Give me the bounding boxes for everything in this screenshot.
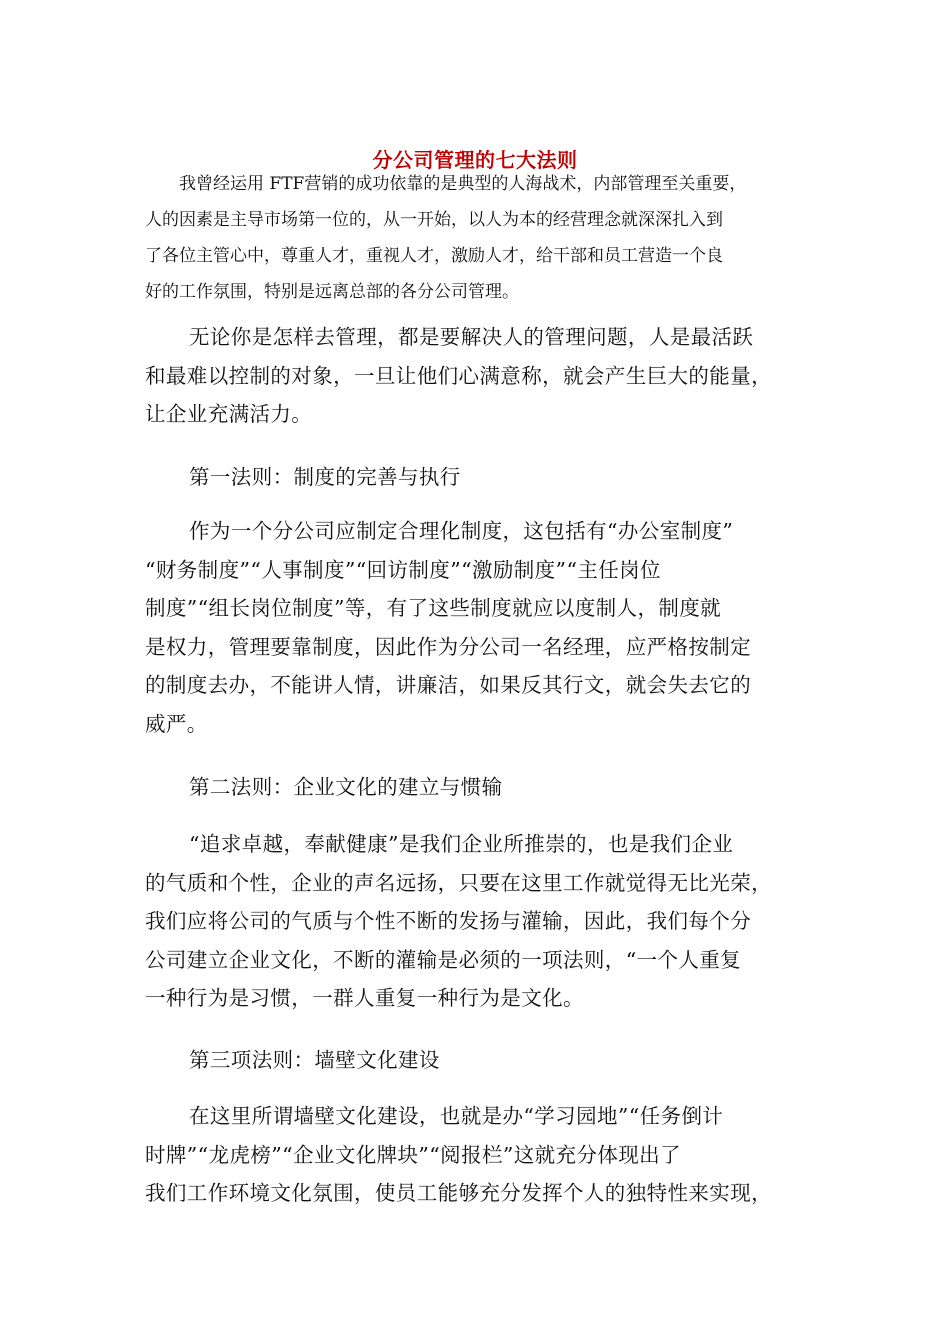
intro-paragraph [145, 166, 805, 310]
paragraph-1 [145, 318, 809, 434]
paragraph-line: “财务制度”“人事制度”“回访制度”“激励制度”“主任岗位 [145, 557, 661, 582]
paragraph-line: 让企业充满活力。 [145, 402, 313, 426]
intro-line: 了各位主管心中，尊重人才，重视人才，激励人才，给干部和员工营造一个良 [145, 246, 723, 266]
paragraph-line: 我们工作环境文化氛围，使员工能够充分发挥个人的独特性来实现， [145, 1181, 772, 1205]
paragraph-line: 和最难以控制的对象，一旦让他们心满意称，就会产生巨大的能量， [145, 363, 772, 388]
section-heading-3: 第三项法则：墙壁文化建设 [189, 1048, 440, 1072]
intro-line: 人的因素是主导市场第一位的，从一开始，以人为本的经营理念就深深扎入到 [145, 210, 723, 230]
paragraph-line: 一种行为是习惯，一群人重复一种行为是文化。 [145, 986, 584, 1010]
paragraph-line: 威严。 [145, 711, 208, 736]
section-heading-1: 第一法则：制度的完善与执行 [189, 465, 461, 489]
paragraph-line: “追求卓越，奉献健康”是我们企业所推崇的，也是我们企业 [189, 832, 734, 856]
paragraph-line: 是权力，管理要靠制度，因此作为分公司一名经理，应严格按制定 [145, 634, 752, 659]
paragraph-line: 的气质和个性，企业的声名远扬，只要在这里工作就觉得无比光荣， [145, 870, 772, 895]
paragraph-line: 的制度去办，不能讲人情，讲廉洁，如果反其行文，就会失去它的 [145, 673, 752, 697]
paragraph-line: 制度”“组长岗位制度”等，有了这些制度就应以度制人，制度就 [145, 596, 722, 620]
intro-line: 我曾经运用 FTF营销的成功依靠的是典型的人海战术，内部管理至关重要， [179, 174, 747, 194]
intro-line: 好的工作氛围，特别是远离总部的各分公司管理。 [145, 282, 519, 302]
section-heading-2: 第二法则：企业文化的建立与惯输 [189, 775, 503, 799]
paragraph-line: 无论你是怎样去管理，都是要解决人的管理问题，人是最活跃 [189, 325, 754, 349]
paragraph-line: 公司建立企业文化，不断的灌输是必须的一项法则，“一个人重复 [145, 947, 742, 972]
paragraph-line: 时牌”“龙虎榜”“企业文化牌块”“阅报栏”这就充分体现出了 [145, 1142, 681, 1167]
paragraph-line: 作为一个分公司应制定合理化制度，这包括有“办公室制度” [189, 519, 734, 543]
paragraph-line: 我们应将公司的气质与个性不断的发扬与灌输，因此，我们每个分 [145, 909, 752, 933]
paragraph-2 [145, 512, 809, 743]
paragraph-line: 在这里所谓墙壁文化建设，也就是办“学习园地”“任务倒计 [189, 1104, 724, 1128]
document-title: 分公司管理的七大法则 [372, 148, 578, 172]
paragraph-3 [145, 825, 809, 1018]
paragraph-4 [145, 1097, 809, 1213]
